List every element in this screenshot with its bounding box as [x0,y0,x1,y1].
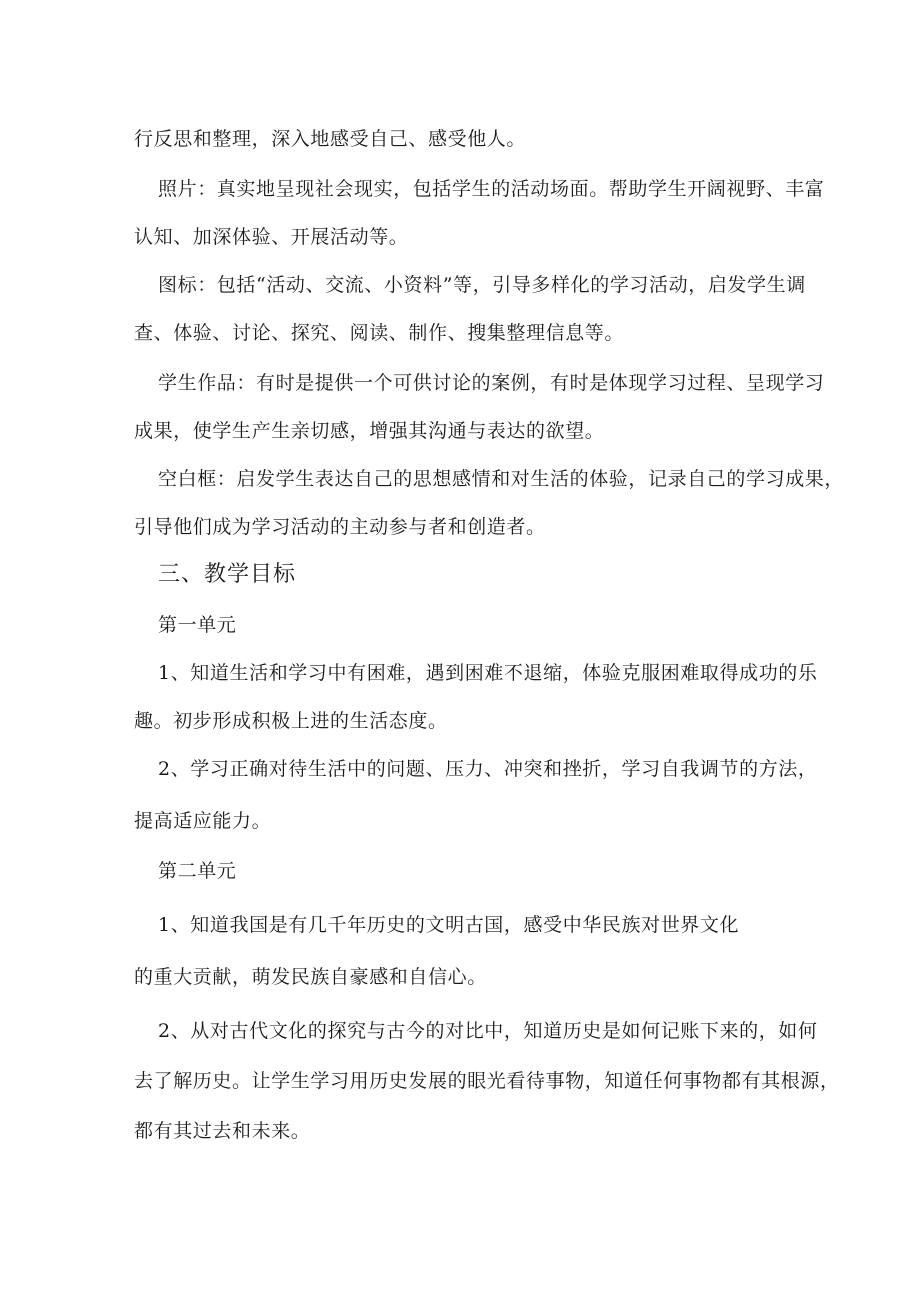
text-line: 照片：真实地呈现社会现实，包括学生的活动场面。帮助学生开阔视野、丰富 [158,178,825,200]
section-heading: 三、教学目标 [158,562,297,587]
text-line: 引导他们成为学习活动的主动参与者和创造者。 [134,516,546,538]
text-line: 行反思和整理，深入地感受自己、感受他人。 [134,128,527,150]
text-line: 去了解历史。让学生学习用历史发展的眼光看待事物，知道任何事物都有其根源， [134,1070,840,1092]
unit-heading: 第一单元 [158,614,237,636]
text-line: 认知、加深体验、开展活动等。 [134,226,409,248]
text-line: 查、体验、讨论、探究、阅读、制作、搜集整理信息等。 [134,322,625,344]
text-line: 学生作品：有时是提供一个可供讨论的案例，有时是体现学习过程、呈现学习 [158,372,825,394]
text-line: 1、知道我国是有几千年历史的文明古国，感受中华民族对世界文化 [158,914,740,936]
text-line: 的重大贡献，萌发民族自豪感和自信心。 [134,966,487,988]
text-line: 成果，使学生产生亲切感，增强其沟通与表达的欲望。 [134,420,605,442]
text-line: 都有其过去和未来。 [134,1120,311,1142]
text-line: 提高适应能力。 [134,810,272,832]
unit-heading: 第二单元 [158,860,237,882]
text-line: 图标：包括“活动、交流、小资料”等，引导多样化的学习活动，启发学生调 [158,274,806,296]
text-line: 2、从对古代文化的探究与古今的对比中，知道历史是如何记账下来的，如何 [158,1020,818,1042]
text-line: 空白框：启发学生表达自己的思想感情和对生活的体验，记录自己的学习成果， [158,468,845,490]
text-line: 趣。初步形成积极上进的生活态度。 [134,710,448,732]
text-line: 1、知道生活和学习中有困难，遇到困难不退缩，体验克服困难取得成功的乐 [158,662,818,684]
text-line: 2、学习正确对待生活中的问题、压力、冲突和挫折，学习自我调节的方法， [158,758,818,780]
